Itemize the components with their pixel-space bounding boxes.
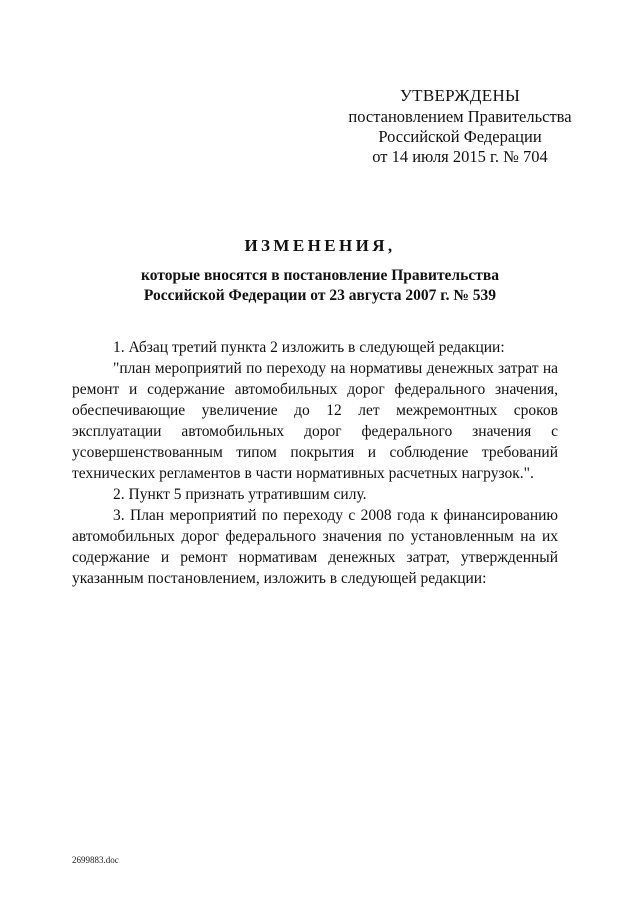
approval-line-2: Российской Федерации bbox=[378, 127, 542, 146]
item-1-quote bbox=[72, 358, 558, 484]
item-2: 2. Пункт 5 признать утратившим силу. bbox=[113, 486, 367, 503]
approval-line-1: постановлением Правительства bbox=[348, 107, 572, 126]
quote-line: обеспечивающие увеличение до 12 лет межремонтных сроков bbox=[72, 402, 558, 419]
item-3-line: 3. План мероприятий по переходу с 2008 года к финансированию bbox=[113, 507, 558, 524]
approval-line-3: от 14 июля 2015 г. № 704 bbox=[372, 147, 548, 166]
quote-line: эксплуатации автомобильных дорог федерального значения с bbox=[72, 423, 558, 440]
item-3-line: содержание и ремонт нормативам денежных затрат, утвержденный bbox=[72, 549, 558, 566]
document-subtitle-line-2: Российской Федерации от 23 августа 2007 г. № 539 bbox=[143, 287, 497, 304]
approval-heading: УТВЕРЖДЕНЫ bbox=[399, 86, 521, 105]
approval-stamp bbox=[330, 86, 590, 167]
document-title-block bbox=[60, 236, 580, 306]
footer-filename: 2699883.doc bbox=[72, 855, 119, 865]
quote-line: ремонт и содержание автомобильных дорог федерального значения, bbox=[72, 381, 558, 398]
quote-line: "план мероприятий по переходу на нормативы денежных затрат на bbox=[113, 360, 558, 377]
item-1-intro: 1. Абзац третий пункта 2 изложить в следующей редакции: bbox=[113, 339, 505, 356]
item-3 bbox=[72, 505, 558, 589]
document-subtitle-line-1: которые вносятся в постановление Правительства bbox=[141, 267, 499, 284]
document-body bbox=[72, 337, 558, 589]
item-3-line: автомобильных дорог федерального значения по установленным на их bbox=[72, 528, 558, 545]
quote-line: технических регламентов в части нормативных расчетных нагрузок.". bbox=[72, 465, 534, 482]
quote-line: усовершенствованным типом покрытия и соблюдение требований bbox=[72, 444, 558, 461]
document-title: ИЗМЕНЕНИЯ, bbox=[244, 236, 396, 255]
item-3-line: указанным постановлением, изложить в следующей редакции: bbox=[72, 570, 487, 587]
